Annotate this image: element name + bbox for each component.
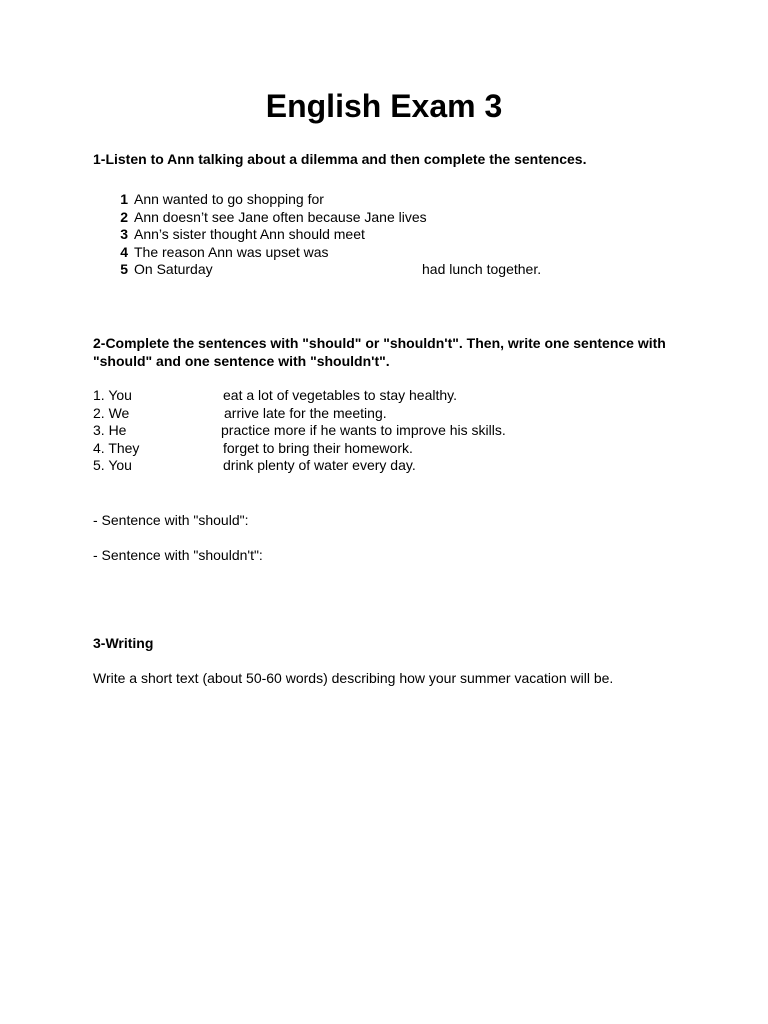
item-text: Ann wanted to go shopping for xyxy=(134,191,324,207)
list-item xyxy=(116,261,542,279)
item-subject: 1. You xyxy=(93,387,132,403)
item-subject: 3. He xyxy=(93,422,127,439)
item-subject: 4. They xyxy=(93,439,140,456)
prompt-shouldnt: - Sentence with "shouldn't": xyxy=(93,547,263,563)
item-text: Ann doesn’t see Jane often because Jane lives xyxy=(134,208,427,225)
item-text: drink plenty of water every day. xyxy=(223,457,416,474)
item-number: 5 xyxy=(120,261,128,278)
list-item xyxy=(116,244,427,262)
item-text: practice more if he wants to improve his skills. xyxy=(221,422,506,439)
list-item xyxy=(116,209,427,227)
item-text: Ann’s sister thought Ann should meet xyxy=(134,226,365,243)
prompt-should: - Sentence with "should": xyxy=(93,512,249,528)
item-number: 2 xyxy=(120,208,128,225)
item-number: 4 xyxy=(120,243,128,260)
item-tail: had lunch together. xyxy=(422,261,542,278)
section3-heading: 3-Writing xyxy=(93,635,154,651)
list-item xyxy=(116,191,427,209)
section1-heading: 1-Listen to Ann talking about a dilemma and then complete the sentences. xyxy=(93,151,587,167)
item-subject: 5. You xyxy=(93,457,132,474)
page-title: English Exam 3 xyxy=(265,88,503,124)
item-number: 1 xyxy=(120,191,128,207)
item-text: forget to bring their homework. xyxy=(223,439,413,456)
item-subject: 2. We xyxy=(93,404,130,421)
item-text: On Saturday xyxy=(134,261,213,278)
item-text: The reason Ann was upset was xyxy=(134,243,329,260)
list-item xyxy=(116,226,427,244)
writing-instruction: Write a short text (about 50-60 words) describing how your summer vacation will be. xyxy=(93,670,614,686)
section2-heading: 2-Complete the sentences with "should" or "shouldn't". Then, write one sentence with "should" and one sentence with "shouldn't". xyxy=(93,335,666,369)
item-text: arrive late for the meeting. xyxy=(224,404,387,421)
item-number: 3 xyxy=(120,226,128,243)
section1-list xyxy=(116,191,542,279)
item-text: eat a lot of vegetables to stay healthy. xyxy=(223,387,458,403)
